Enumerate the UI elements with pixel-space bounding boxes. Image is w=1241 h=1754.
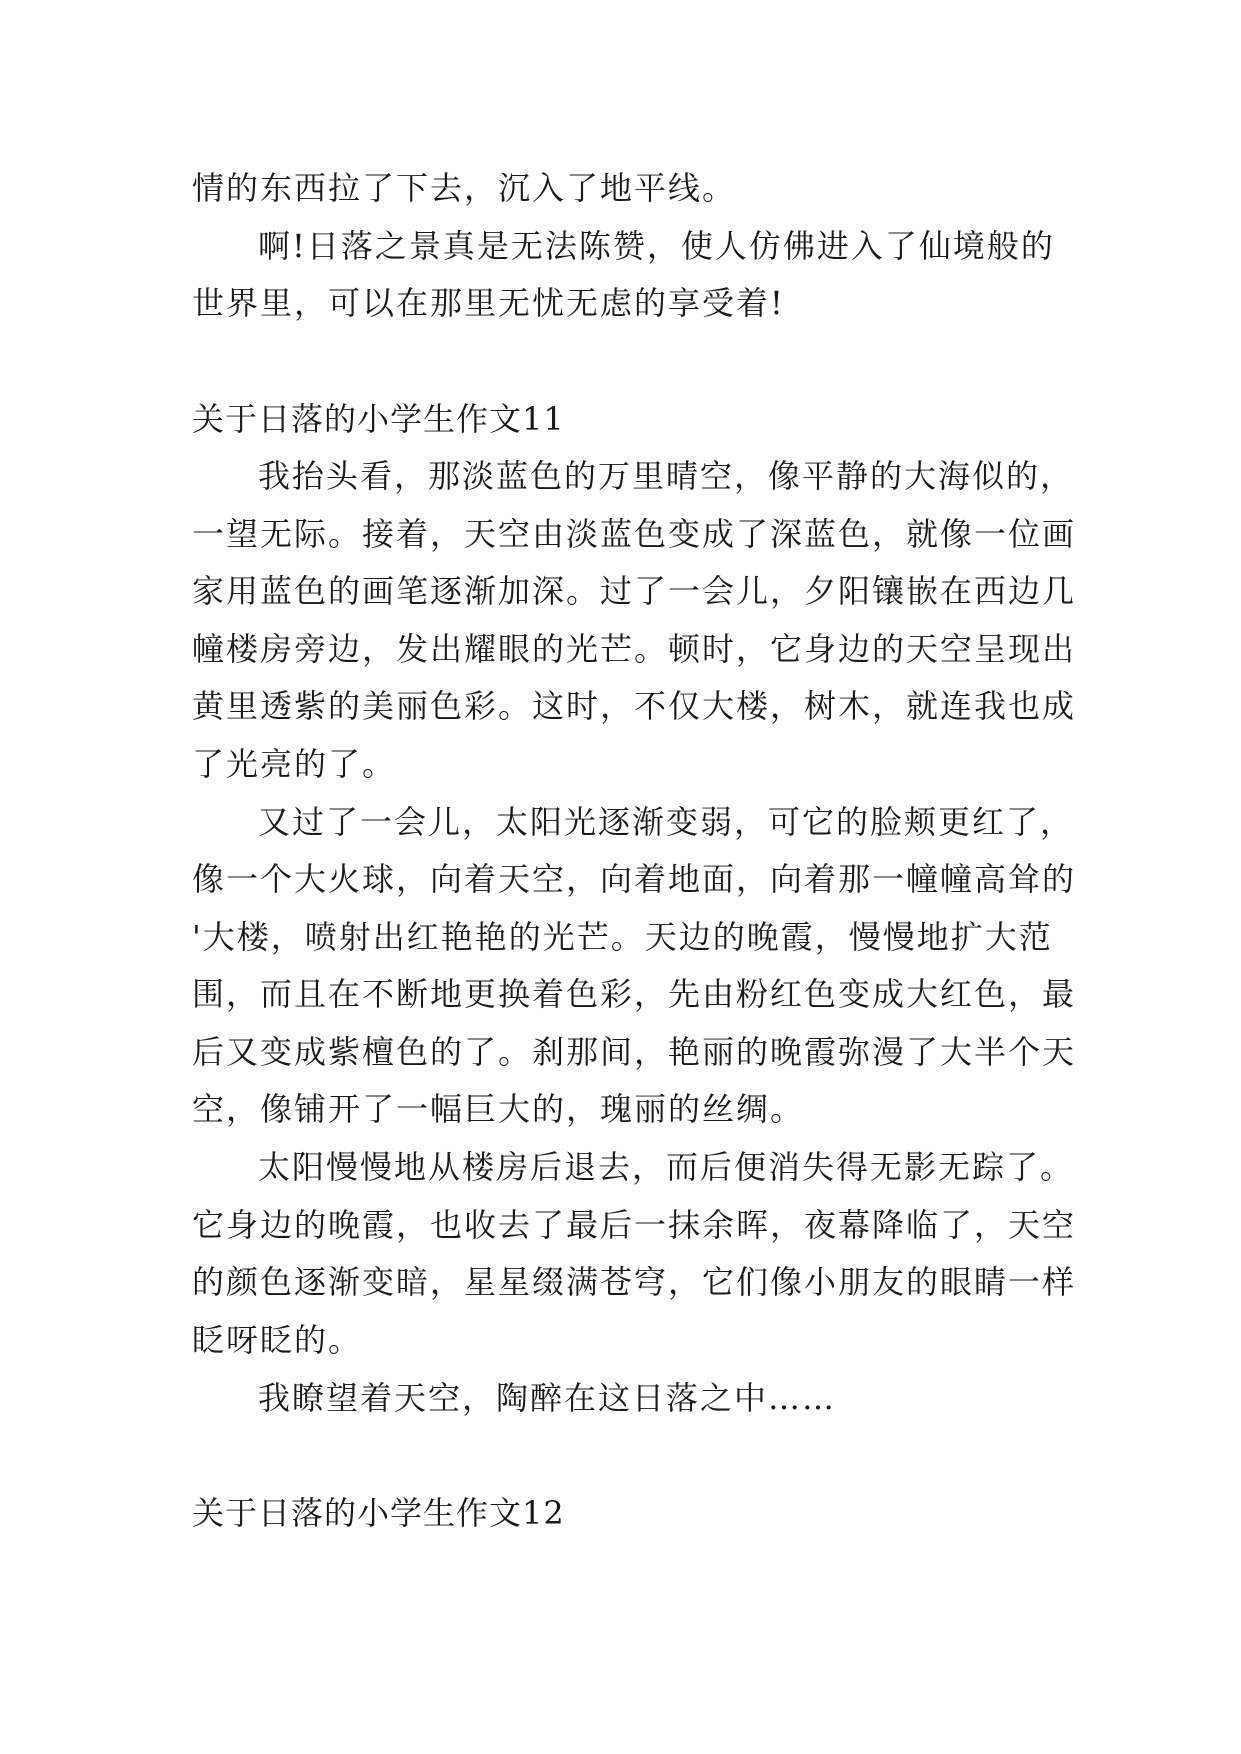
paragraph-line: 眨呀眨的。 [192, 1321, 363, 1359]
paragraph-line: 像一个大火球，向着天空，向着地面，向着那一幢幢高耸的 [192, 860, 1077, 898]
paragraph-line: 幢楼房旁边，发出耀眼的光芒。顿时，它身边的天空呈现出 [192, 630, 1077, 668]
paragraph-line: 家用蓝色的画笔逐渐加深。过了一会儿，夕阳镶嵌在西边几 [192, 572, 1077, 610]
paragraph-line: 空，像铺开了一幅巨大的，瑰丽的丝绸。 [192, 1090, 805, 1128]
paragraph-line: 一望无际。接着，天空由淡蓝色变成了深蓝色，就像一位画 [192, 515, 1077, 553]
paragraph-line: 了光亮的了。 [192, 745, 397, 783]
paragraph-line: 我抬头看，那淡蓝色的万里晴空，像平静的大海似的， [258, 457, 1075, 495]
paragraph-line: '大楼，喷射出红艳艳的光芒。天边的晚霞，慢慢地扩大范 [192, 918, 1053, 956]
paragraph-line: 的颜色逐渐变暗，星星缀满苍穹，它们像小朋友的眼睛一样 [192, 1263, 1077, 1301]
section-title: 关于日落的小学生作文12 [192, 1494, 565, 1532]
paragraph-line: 围，而且在不断地更换着色彩，先由粉红色变成大红色，最 [192, 975, 1077, 1013]
paragraph-line: 后又变成紫檀色的了。刹那间，艳丽的晚霞弥漫了大半个天 [192, 1033, 1077, 1071]
section-title: 关于日落的小学生作文11 [192, 400, 565, 438]
paragraph-line: 黄里透紫的美丽色彩。这时，不仅大楼，树木，就连我也成 [192, 687, 1077, 725]
paragraph-line: 它身边的晚霞，也收去了最后一抹余晖，夜幕降临了，天空 [192, 1206, 1077, 1244]
paragraph-line: 又过了一会儿，太阳光逐渐变弱，可它的脸颊更红了， [258, 803, 1075, 841]
paragraph-line: 世界里，可以在那里无忧无虑的享受着! [192, 284, 785, 322]
paragraph-line: 我瞭望着天空，陶醉在这日落之中…… [258, 1379, 837, 1417]
paragraph-line: 情的东西拉了下去，沉入了地平线。 [192, 169, 737, 207]
paragraph-line: 太阳慢慢地从楼房后退去，而后便消失得无影无踪了。 [258, 1148, 1075, 1186]
paragraph-line: 啊!日落之景真是无法陈赞，使人仿佛进入了仙境般的 [258, 227, 1055, 265]
